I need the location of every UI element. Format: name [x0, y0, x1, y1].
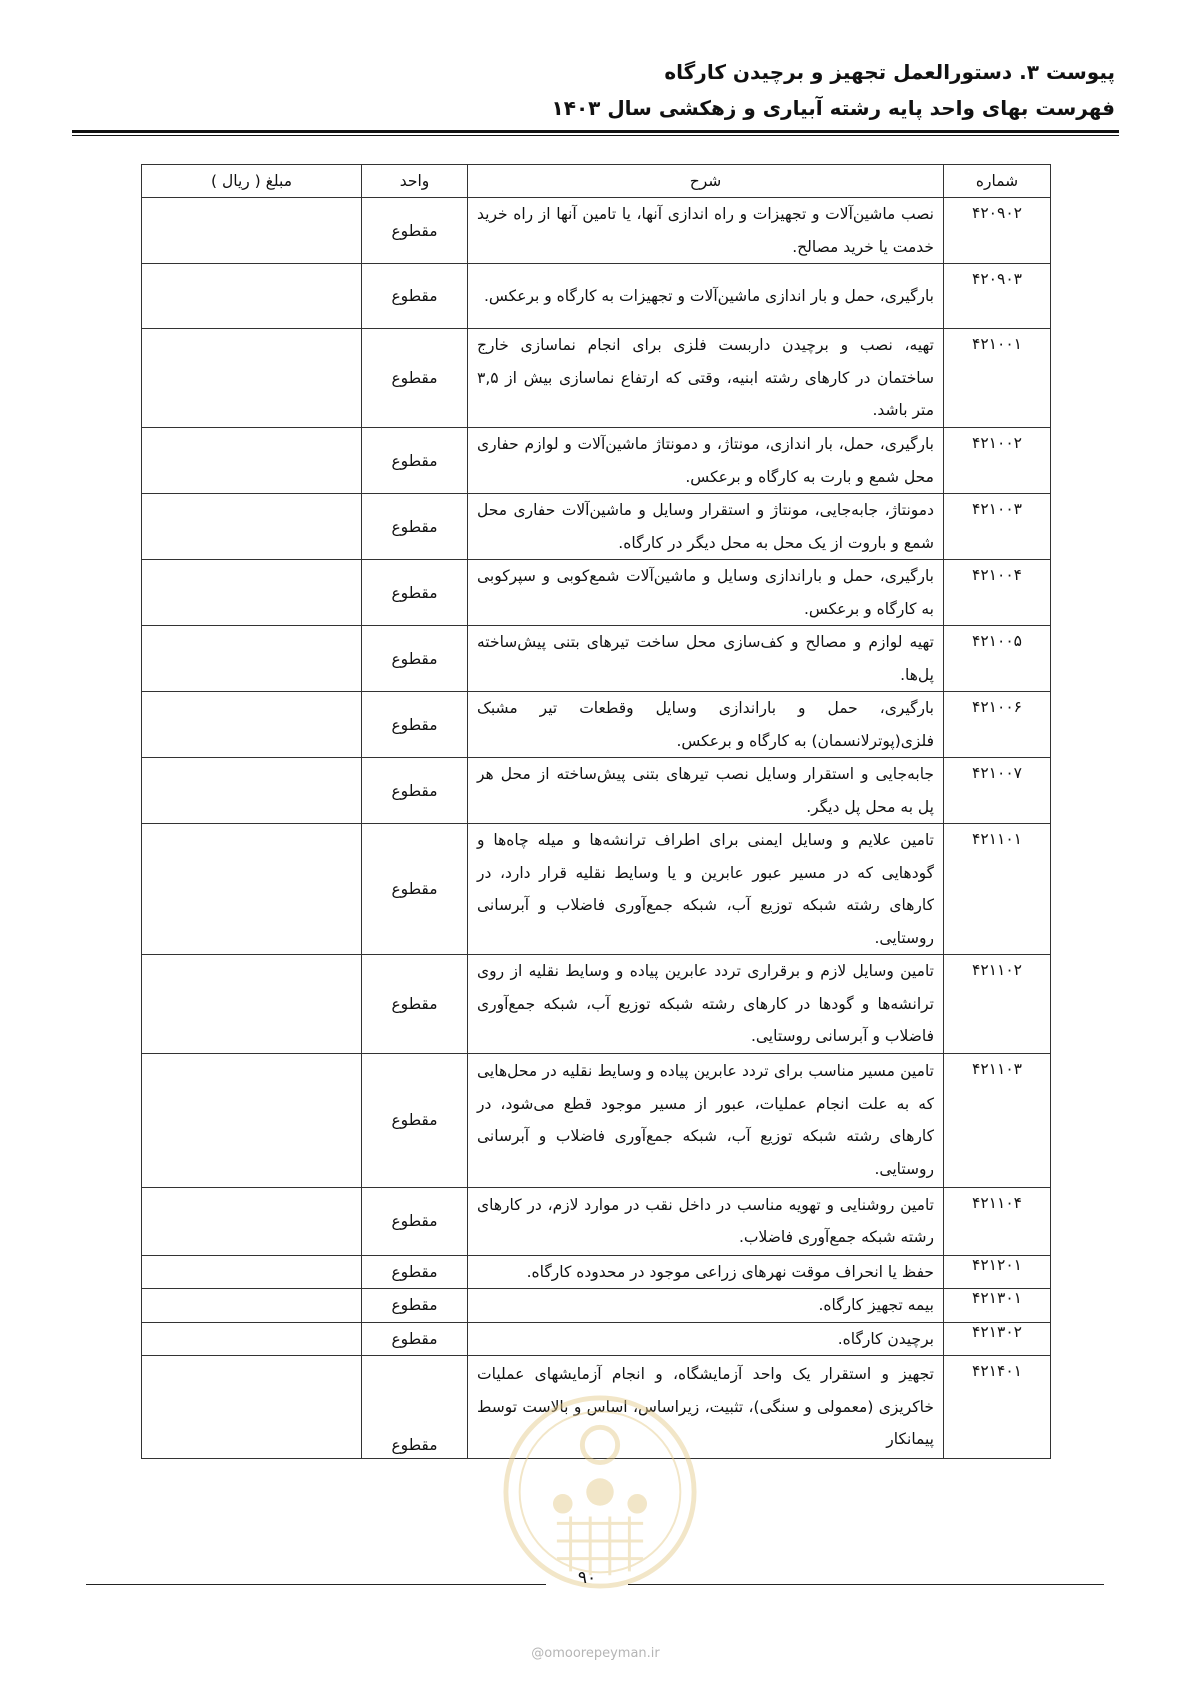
item-amount: [142, 692, 362, 758]
footer-rule-left: [86, 1584, 546, 1585]
item-amount: [142, 824, 362, 955]
item-number: ۴۲۱۱۰۴: [944, 1187, 1051, 1255]
item-description: بیمه تجهیز کارگاه.: [468, 1289, 944, 1323]
item-description: تهیه لوازم و مصالح و کف‌سازی محل ساخت تیرهای بتنی پیش‌ساخته پل‌ها.: [468, 626, 944, 692]
item-unit: مقطوع: [362, 329, 468, 428]
table-row: [142, 494, 1051, 560]
item-number: ۴۲۰۹۰۳: [944, 264, 1051, 329]
item-unit: مقطوع: [362, 824, 468, 955]
item-number: ۴۲۱۱۰۳: [944, 1053, 1051, 1187]
item-number: ۴۲۱۰۰۴: [944, 560, 1051, 626]
footer-rule-right: [628, 1584, 1104, 1585]
item-number: ۴۲۰۹۰۲: [944, 198, 1051, 264]
table-row: [142, 1187, 1051, 1255]
item-amount: [142, 428, 362, 494]
item-amount: [142, 494, 362, 560]
item-number: ۴۲۱۱۰۲: [944, 955, 1051, 1054]
column-header-description: شرح: [468, 165, 944, 198]
item-amount: [142, 1187, 362, 1255]
item-unit: مقطوع: [362, 494, 468, 560]
header-rule-thick: [72, 130, 1119, 133]
item-number: ۴۲۱۳۰۱: [944, 1289, 1051, 1323]
item-description: تجهیز و استقرار یک واحد آزمایشگاه، و انجام آزمایشهای عملیات خاکریزی (معمولی و سنگی)، تثبیت، زیراساس، اساس و بالاست توسط پیمانکار: [468, 1356, 944, 1459]
table-row: [142, 560, 1051, 626]
table-row: [142, 824, 1051, 955]
item-description: تهیه، نصب و برچیدن داربست فلزی برای انجام نماسازی خارج ساختمان در کارهای رشته ابنیه، وقتی که ارتفاع نماسازی بیش از ۳,۵ متر باشد.: [468, 329, 944, 428]
table-row: [142, 428, 1051, 494]
item-unit: مقطوع: [362, 1289, 468, 1323]
item-number: ۴۲۱۲۰۱: [944, 1255, 1051, 1289]
item-amount: [142, 198, 362, 264]
item-number: ۴۲۱۰۰۶: [944, 692, 1051, 758]
item-description: دمونتاژ، جابه‌جایی، مونتاژ و استقرار وسایل و ماشین‌آلات حفاری محل شمع و باروت از یک محل به محل دیگر در کارگاه.: [468, 494, 944, 560]
item-amount: [142, 1356, 362, 1459]
item-number: ۴۲۱۰۰۷: [944, 758, 1051, 824]
item-unit: مقطوع: [362, 1322, 468, 1356]
item-amount: [142, 1255, 362, 1289]
page-header: [72, 54, 1119, 136]
item-number: ۴۲۱۳۰۲: [944, 1322, 1051, 1356]
page-number: ۹۰: [577, 1568, 597, 1588]
table-row: [142, 1322, 1051, 1356]
item-unit: مقطوع: [362, 626, 468, 692]
watermark-seal-icon: [502, 1394, 698, 1590]
item-unit: مقطوع: [362, 560, 468, 626]
column-header-number: شماره: [944, 165, 1051, 198]
item-description: جابه‌جایی و استقرار وسایل نصب تیرهای بتنی پیش‌ساخته از محل هر پل به محل پل دیگر.: [468, 758, 944, 824]
item-number: ۴۲۱۰۰۵: [944, 626, 1051, 692]
item-unit: مقطوع: [362, 1053, 468, 1187]
site-watermark: @omoorepeyman.ir: [531, 1646, 660, 1661]
item-description: بارگیری، حمل، بار اندازی، مونتاژ، و دمونتاژ ماشین‌آلات و لوازم حفاری محل شمع و بارت به کارگاه و برعکس.: [468, 428, 944, 494]
item-unit: مقطوع: [362, 1255, 468, 1289]
price-list-table: [141, 164, 1051, 1459]
item-description: تامین علایم و وسایل ایمنی برای اطراف ترانشه‌ها و میله چاه‌ها و گودهایی که در مسیر عبور عابرین و یا وسایط نقلیه قرار دارد، در کارهای رشته شبکه توزیع آب، شبکه جمع‌آوری فاضلاب و آبرسانی روستایی.: [468, 824, 944, 955]
table-row: [142, 626, 1051, 692]
item-number: ۴۲۱۱۰۱: [944, 824, 1051, 955]
table-row: [142, 329, 1051, 428]
item-unit: مقطوع: [362, 758, 468, 824]
item-amount: [142, 955, 362, 1054]
item-description: تامین وسایل لازم و برقراری تردد عابرین پیاده و وسایط نقلیه از روی ترانشه‌ها و گودها در کارهای رشته شبکه توزیع آب، شبکه جمع‌آوری فاضلاب و آبرسانی روستایی.: [468, 955, 944, 1054]
table-row: [142, 1255, 1051, 1289]
item-amount: [142, 1289, 362, 1323]
item-description: برچیدن کارگاه.: [468, 1322, 944, 1356]
item-description: حفظ یا انحراف موقت نهرهای زراعی موجود در محدوده کارگاه.: [468, 1255, 944, 1289]
column-header-amount: مبلغ ( ریال ): [142, 165, 362, 198]
document-subtitle: فهرست بهای واحد پایه رشته آبیاری و زهکشی سال ۱۴۰۳: [551, 96, 1115, 120]
item-number: ۴۲۱۰۰۲: [944, 428, 1051, 494]
table-row: [142, 692, 1051, 758]
table-row: [142, 1053, 1051, 1187]
item-number: ۴۲۱۰۰۱: [944, 329, 1051, 428]
item-description: بارگیری، حمل و باراندازی وسایل و ماشین‌آلات شمع‌کوبی و سپرکوبی به کارگاه و برعکس.: [468, 560, 944, 626]
table-row: [142, 264, 1051, 329]
header-rule-thin: [72, 135, 1119, 136]
item-description: بارگیری، حمل و باراندازی وسایل وقطعات تیر مشبک فلزی(پوترلانسمان) به کارگاه و برعکس.: [468, 692, 944, 758]
item-amount: [142, 1322, 362, 1356]
document-title: پیوست ۳. دستورالعمل تجهیز و برچیدن کارگاه: [664, 60, 1115, 84]
item-amount: [142, 329, 362, 428]
item-amount: [142, 626, 362, 692]
item-number: ۴۲۱۴۰۱: [944, 1356, 1051, 1459]
item-amount: [142, 1053, 362, 1187]
item-description: بارگیری، حمل و بار اندازی ماشین‌آلات و تجهیزات به کارگاه و برعکس.: [468, 264, 944, 329]
item-unit: مقطوع: [362, 955, 468, 1054]
item-description: تامین مسیر مناسب برای تردد عابرین پیاده و وسایط نقلیه در محل‌هایی که به علت انجام عملیات، عبور از مسیر موجود قطع می‌شود، در کارهای رشته شبکه توزیع آب، شبکه جمع‌آوری فاضلاب و آبرسانی روستایی.: [468, 1053, 944, 1187]
table-row: [142, 1289, 1051, 1323]
item-unit: مقطوع: [362, 428, 468, 494]
column-header-unit: واحد: [362, 165, 468, 198]
item-amount: [142, 758, 362, 824]
item-number: ۴۲۱۰۰۳: [944, 494, 1051, 560]
item-unit: مقطوع: [362, 264, 468, 329]
item-description: تامین روشنایی و تهویه مناسب در داخل نقب در موارد لازم، در کارهای رشته شبکه جمع‌آوری فاضلاب.: [468, 1187, 944, 1255]
item-description: نصب ماشین‌آلات و تجهیزات و راه اندازی آنها، یا تامین آنها از راه خرید خدمت یا خرید مصالح.: [468, 198, 944, 264]
item-unit: مقطوع: [362, 1356, 468, 1459]
table-row: [142, 758, 1051, 824]
item-unit: مقطوع: [362, 198, 468, 264]
item-amount: [142, 264, 362, 329]
table-row: [142, 198, 1051, 264]
item-amount: [142, 560, 362, 626]
table-header-row: [142, 165, 1051, 198]
item-unit: مقطوع: [362, 692, 468, 758]
table-row: [142, 955, 1051, 1054]
item-unit: مقطوع: [362, 1187, 468, 1255]
